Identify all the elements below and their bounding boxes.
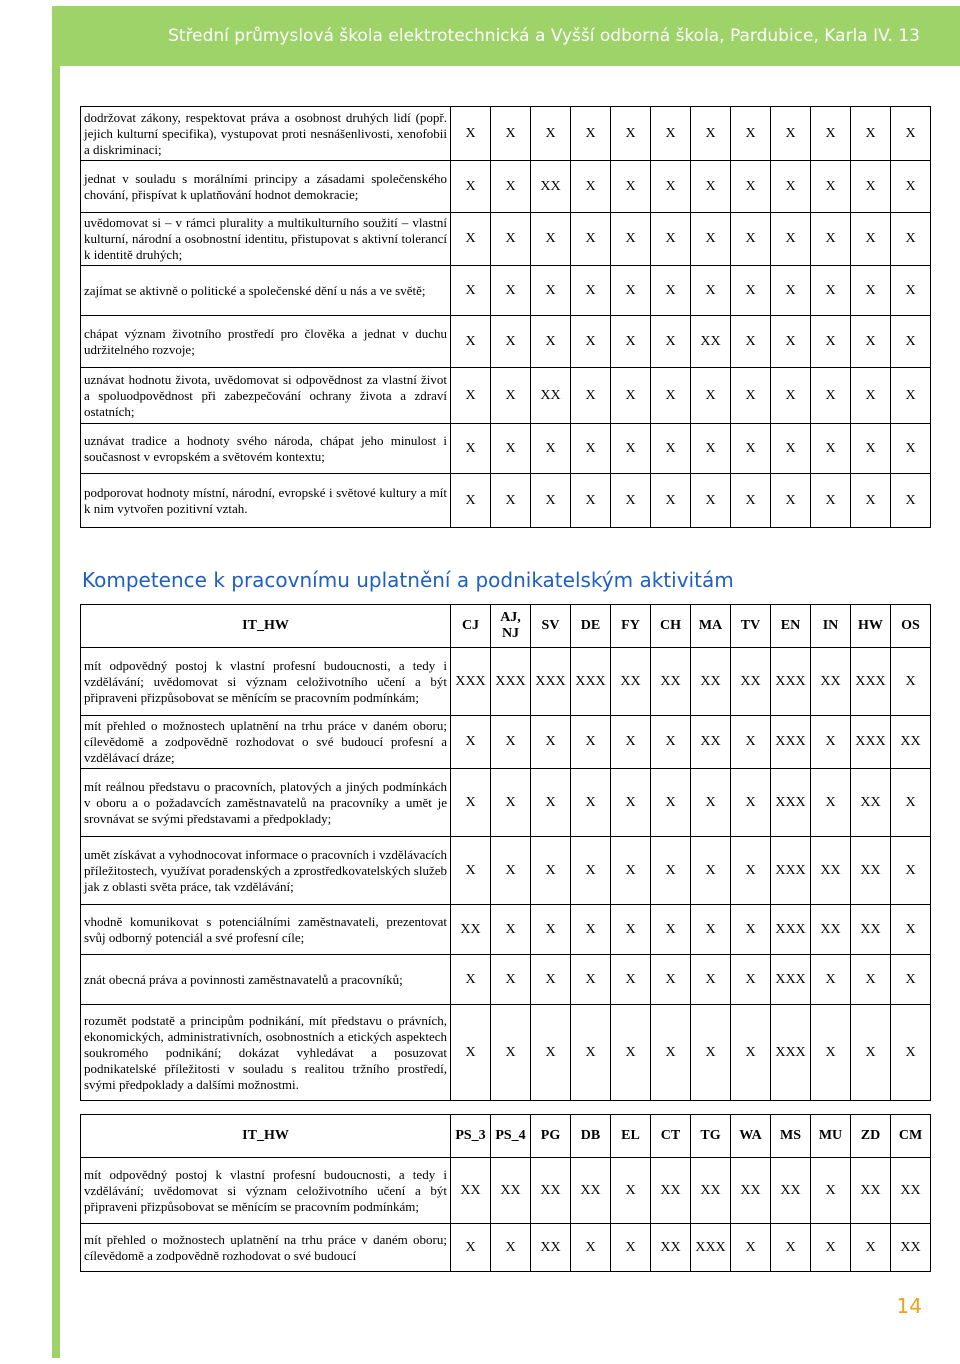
subject-mark: X: [851, 1224, 891, 1272]
subject-mark: XX: [651, 648, 691, 716]
competence-description: uznávat tradice a hodnoty svého národa, chápat jeho minulost i současnost v evropském a světovém kontextu;: [81, 424, 451, 474]
table-row: [81, 316, 931, 368]
subject-mark: X: [691, 837, 731, 905]
competence-description: zajímat se aktivně o politické a společenské dění u nás a ve světě;: [81, 266, 451, 316]
subject-mark: XXX: [531, 648, 571, 716]
subject-mark: XX: [531, 1224, 571, 1272]
column-header: TV: [731, 605, 771, 648]
column-header: ZD: [851, 1115, 891, 1158]
subject-mark: XX: [731, 648, 771, 716]
subject-mark: XX: [811, 837, 851, 905]
subject-mark: XX: [531, 1158, 571, 1224]
subject-mark: X: [811, 474, 851, 528]
subject-mark: X: [451, 424, 491, 474]
table-row: [81, 424, 931, 474]
subject-mark: X: [651, 368, 691, 424]
table-row: [81, 107, 931, 161]
table-row: [81, 1224, 931, 1272]
subject-mark: X: [771, 316, 811, 368]
subject-mark: X: [651, 316, 691, 368]
subject-mark: X: [771, 213, 811, 266]
subject-mark: X: [491, 368, 531, 424]
subject-mark: X: [891, 424, 931, 474]
column-header: PS_4: [491, 1115, 531, 1158]
subject-mark: XXX: [491, 648, 531, 716]
subject-mark: X: [611, 161, 651, 213]
subject-mark: X: [531, 837, 571, 905]
subject-mark: X: [891, 368, 931, 424]
column-header: SV: [531, 605, 571, 648]
competence-description: mít reálnou představu o pracovních, platových a jiných podmínkách v oboru a o požadavcích zaměstnavatelů na pracovníky a umět je srovnávat se svými představami a předpoklady;: [81, 769, 451, 837]
subject-mark: X: [451, 1005, 491, 1101]
subject-mark: X: [891, 474, 931, 528]
subject-mark: X: [891, 1005, 931, 1101]
subject-mark: XXX: [451, 648, 491, 716]
subject-mark: XX: [891, 716, 931, 769]
column-header: EL: [611, 1115, 651, 1158]
subject-mark: X: [811, 1005, 851, 1101]
subject-mark: XX: [531, 368, 571, 424]
subject-mark: X: [531, 769, 571, 837]
subject-mark: X: [451, 107, 491, 161]
subject-mark: X: [691, 905, 731, 955]
subject-mark: X: [691, 266, 731, 316]
section-title: Kompetence k pracovnímu uplatnění a podnikatelským aktivitám: [82, 568, 734, 592]
subject-mark: X: [811, 213, 851, 266]
subject-mark: X: [531, 424, 571, 474]
subject-mark: XX: [691, 716, 731, 769]
subject-mark: X: [731, 266, 771, 316]
subject-mark: X: [611, 424, 651, 474]
page-number: 14: [896, 1294, 922, 1318]
column-header: CJ: [451, 605, 491, 648]
table-header-row: [81, 605, 931, 648]
subject-mark: X: [611, 837, 651, 905]
subject-mark: X: [851, 368, 891, 424]
subject-mark: X: [851, 161, 891, 213]
subject-mark: XX: [851, 905, 891, 955]
subject-mark: X: [651, 266, 691, 316]
table-row: [81, 1005, 931, 1101]
subject-mark: X: [651, 424, 691, 474]
subject-mark: X: [571, 316, 611, 368]
column-header: CM: [891, 1115, 931, 1158]
subject-mark: XX: [891, 1224, 931, 1272]
column-header: MA: [691, 605, 731, 648]
competence-table-2: [80, 604, 931, 1101]
table-row: [81, 648, 931, 716]
competence-description: podporovat hodnoty místní, národní, evropské i světové kultury a mít k nim vytvořen pozitivní vztah.: [81, 474, 451, 528]
subject-mark: X: [571, 837, 611, 905]
subject-mark: X: [691, 213, 731, 266]
subject-mark: X: [811, 955, 851, 1005]
subject-mark: X: [531, 905, 571, 955]
subject-mark: X: [571, 905, 611, 955]
subject-mark: XX: [851, 769, 891, 837]
subject-mark: X: [491, 161, 531, 213]
subject-mark: XX: [691, 1158, 731, 1224]
subject-mark: X: [851, 955, 891, 1005]
subject-mark: X: [571, 161, 611, 213]
competence-description: mít odpovědný postoj k vlastní profesní budoucnosti, a tedy i vzdělávání; uvědomovat si význam celoživotního učení a být připraveni přizpůsobovat se měnícím se pracovním podmínkám;: [81, 1158, 451, 1224]
subject-mark: X: [531, 107, 571, 161]
subject-mark: X: [651, 107, 691, 161]
table-row: [81, 716, 931, 769]
subject-mark: X: [691, 161, 731, 213]
subject-mark: XX: [851, 837, 891, 905]
column-header: CH: [651, 605, 691, 648]
subject-mark: X: [851, 266, 891, 316]
subject-mark: XX: [811, 905, 851, 955]
column-header: AJ, NJ: [491, 605, 531, 648]
competence-description: mít přehled o možnostech uplatnění na trhu práce v daném oboru; cílevědomě a zodpovědně rozhodovat o své budoucí: [81, 1224, 451, 1272]
subject-mark: X: [731, 1005, 771, 1101]
subject-mark: X: [731, 316, 771, 368]
subject-mark: X: [451, 769, 491, 837]
column-header: WA: [731, 1115, 771, 1158]
competence-description: chápat význam životního prostředí pro člověka a jednat v duchu udržitelného rozvoje;: [81, 316, 451, 368]
column-header: DE: [571, 605, 611, 648]
subject-mark: XX: [571, 1158, 611, 1224]
subject-mark: X: [491, 716, 531, 769]
subject-mark: X: [531, 716, 571, 769]
subject-mark: X: [651, 213, 691, 266]
subject-mark: X: [771, 107, 811, 161]
subject-mark: XXX: [771, 905, 811, 955]
subject-mark: X: [891, 316, 931, 368]
subject-mark: XX: [891, 1158, 931, 1224]
column-header: OS: [891, 605, 931, 648]
subject-mark: X: [691, 769, 731, 837]
table-header-row: [81, 1115, 931, 1158]
competence-description: mít odpovědný postoj k vlastní profesní budoucnosti, a tedy i vzdělávání; uvědomovat si význam celoživotního učení a být připraveni přizpůsobovat se měnícím se pracovním podmínkám;: [81, 648, 451, 716]
table-row: [81, 837, 931, 905]
subject-mark: X: [891, 648, 931, 716]
subject-mark: X: [851, 424, 891, 474]
subject-mark: X: [571, 368, 611, 424]
subject-mark: XXX: [771, 716, 811, 769]
subject-mark: XX: [851, 1158, 891, 1224]
subject-mark: X: [731, 368, 771, 424]
subject-mark: X: [691, 107, 731, 161]
subject-mark: X: [811, 1224, 851, 1272]
subject-mark: X: [691, 474, 731, 528]
subject-mark: X: [611, 266, 651, 316]
subject-mark: X: [571, 769, 611, 837]
column-header: IT_HW: [81, 1115, 451, 1158]
subject-mark: XXX: [851, 648, 891, 716]
subject-mark: X: [451, 474, 491, 528]
subject-mark: X: [451, 161, 491, 213]
subject-mark: X: [611, 368, 651, 424]
subject-mark: XX: [691, 316, 731, 368]
subject-mark: X: [571, 213, 611, 266]
subject-mark: X: [491, 107, 531, 161]
column-header: TG: [691, 1115, 731, 1158]
subject-mark: XX: [651, 1224, 691, 1272]
subject-mark: X: [451, 716, 491, 769]
subject-mark: X: [531, 1005, 571, 1101]
subject-mark: X: [571, 716, 611, 769]
subject-mark: X: [851, 213, 891, 266]
competence-description: jednat v souladu s morálními principy a zásadami společenského chování, přispívat k uplatňování hodnot demokracie;: [81, 161, 451, 213]
subject-mark: X: [451, 368, 491, 424]
column-header: CT: [651, 1115, 691, 1158]
subject-mark: X: [491, 1005, 531, 1101]
subject-mark: X: [731, 161, 771, 213]
subject-mark: X: [691, 1005, 731, 1101]
subject-mark: X: [691, 424, 731, 474]
subject-mark: X: [771, 1224, 811, 1272]
subject-mark: XXX: [771, 1005, 811, 1101]
subject-mark: X: [491, 769, 531, 837]
subject-mark: X: [651, 837, 691, 905]
subject-mark: X: [891, 769, 931, 837]
table-row: [81, 955, 931, 1005]
subject-mark: X: [731, 474, 771, 528]
column-header: HW: [851, 605, 891, 648]
subject-mark: X: [491, 424, 531, 474]
subject-mark: X: [491, 837, 531, 905]
subject-mark: XX: [771, 1158, 811, 1224]
subject-mark: X: [651, 769, 691, 837]
subject-mark: X: [651, 905, 691, 955]
subject-mark: X: [731, 1224, 771, 1272]
subject-mark: XXX: [851, 716, 891, 769]
subject-mark: X: [571, 107, 611, 161]
subject-mark: X: [451, 837, 491, 905]
competence-description: mít přehled o možnostech uplatnění na trhu práce v daném oboru; cílevědomě a zodpovědně rozhodovat o své budoucí profesní a vzdělávací dráze;: [81, 716, 451, 769]
subject-mark: X: [731, 769, 771, 837]
subject-mark: X: [491, 316, 531, 368]
subject-mark: X: [771, 161, 811, 213]
page-header-title: Střední průmyslová škola elektrotechnická a Vyšší odborná škola, Pardubice, Karla IV. 13: [168, 26, 920, 46]
subject-mark: X: [651, 1005, 691, 1101]
subject-mark: X: [651, 716, 691, 769]
subject-mark: X: [851, 1005, 891, 1101]
column-header: IN: [811, 605, 851, 648]
competence-description: vhodně komunikovat s potenciálními zaměstnavateli, prezentovat svůj odborný potenciál a své profesní cíle;: [81, 905, 451, 955]
subject-mark: X: [531, 955, 571, 1005]
subject-mark: X: [811, 424, 851, 474]
table-row: [81, 161, 931, 213]
competence-description: znát obecná práva a povinnosti zaměstnavatelů a pracovníků;: [81, 955, 451, 1005]
subject-mark: XX: [451, 905, 491, 955]
table-row: [81, 769, 931, 837]
table-row: [81, 1158, 931, 1224]
subject-mark: XX: [651, 1158, 691, 1224]
subject-mark: X: [571, 266, 611, 316]
subject-mark: X: [811, 769, 851, 837]
subject-mark: X: [891, 107, 931, 161]
subject-mark: X: [451, 213, 491, 266]
subject-mark: X: [691, 955, 731, 1005]
subject-mark: XX: [691, 648, 731, 716]
subject-mark: X: [491, 266, 531, 316]
subject-mark: X: [531, 213, 571, 266]
subject-mark: XX: [491, 1158, 531, 1224]
subject-mark: X: [571, 1005, 611, 1101]
subject-mark: X: [611, 1158, 651, 1224]
subject-mark: X: [891, 905, 931, 955]
subject-mark: XXX: [691, 1224, 731, 1272]
subject-mark: X: [571, 424, 611, 474]
subject-mark: X: [731, 107, 771, 161]
subject-mark: X: [811, 107, 851, 161]
column-header: PG: [531, 1115, 571, 1158]
subject-mark: X: [771, 368, 811, 424]
competence-description: umět získávat a vyhodnocovat informace o pracovních i vzdělávacích příležitostech, využívat poradenských a zprostředkovatelských služeb jak z oblasti světa práce, tak vzdělávání;: [81, 837, 451, 905]
subject-mark: XXX: [571, 648, 611, 716]
subject-mark: X: [611, 213, 651, 266]
subject-mark: XX: [611, 648, 651, 716]
subject-mark: X: [651, 161, 691, 213]
subject-mark: X: [731, 837, 771, 905]
subject-mark: X: [731, 213, 771, 266]
table-row: [81, 213, 931, 266]
column-header: DB: [571, 1115, 611, 1158]
subject-mark: X: [451, 316, 491, 368]
competence-description: rozumět podstatě a principům podnikání, mít představu o právních, ekonomických, administrativních, osobnostních a etických aspektech soukromého podnikání; dokázat vyhledávat a posuzovat podnikatelské příležitosti v souladu s realitou tržního prostředí, svými předpoklady a dalšími možnostmi.: [81, 1005, 451, 1101]
table-row: [81, 905, 931, 955]
subject-mark: X: [611, 769, 651, 837]
competence-description: uvědomovat si – v rámci plurality a multikulturního soužití – vlastní kulturní, národní a osobnostní identitu, přistupovat s aktivní tolerancí k identitě druhých;: [81, 213, 451, 266]
subject-mark: X: [571, 1224, 611, 1272]
subject-mark: X: [731, 955, 771, 1005]
subject-mark: X: [851, 474, 891, 528]
subject-mark: X: [451, 266, 491, 316]
column-header: MU: [811, 1115, 851, 1158]
table-row: [81, 266, 931, 316]
column-header: IT_HW: [81, 605, 451, 648]
subject-mark: XX: [531, 161, 571, 213]
subject-mark: X: [691, 368, 731, 424]
subject-mark: X: [611, 107, 651, 161]
competence-description: dodržovat zákony, respektovat práva a osobnost druhých lidí (popř. jejich kulturní specifika), vystupovat proti nesnášenlivosti, xenofobii a diskriminaci;: [81, 107, 451, 161]
subject-mark: X: [811, 161, 851, 213]
subject-mark: X: [611, 474, 651, 528]
subject-mark: X: [811, 1158, 851, 1224]
subject-mark: X: [891, 266, 931, 316]
subject-mark: X: [611, 1005, 651, 1101]
subject-mark: X: [811, 716, 851, 769]
subject-mark: X: [611, 955, 651, 1005]
subject-mark: X: [491, 474, 531, 528]
subject-mark: XXX: [771, 769, 811, 837]
subject-mark: X: [531, 474, 571, 528]
subject-mark: X: [531, 266, 571, 316]
competence-table-1: [80, 106, 931, 528]
subject-mark: X: [891, 161, 931, 213]
subject-mark: XXX: [771, 648, 811, 716]
subject-mark: X: [611, 716, 651, 769]
column-header: PS_3: [451, 1115, 491, 1158]
subject-mark: X: [651, 474, 691, 528]
subject-mark: X: [811, 266, 851, 316]
table-row: [81, 474, 931, 528]
subject-mark: XX: [451, 1158, 491, 1224]
subject-mark: X: [731, 424, 771, 474]
subject-mark: X: [491, 213, 531, 266]
subject-mark: X: [651, 955, 691, 1005]
subject-mark: X: [891, 837, 931, 905]
subject-mark: XX: [811, 648, 851, 716]
column-header: FY: [611, 605, 651, 648]
subject-mark: X: [491, 905, 531, 955]
subject-mark: X: [491, 1224, 531, 1272]
subject-mark: X: [611, 1224, 651, 1272]
subject-mark: XXX: [771, 837, 811, 905]
subject-mark: X: [531, 316, 571, 368]
subject-mark: X: [611, 316, 651, 368]
subject-mark: X: [851, 316, 891, 368]
subject-mark: X: [811, 316, 851, 368]
subject-mark: XXX: [771, 955, 811, 1005]
column-header: MS: [771, 1115, 811, 1158]
subject-mark: X: [891, 955, 931, 1005]
subject-mark: X: [811, 368, 851, 424]
subject-mark: X: [851, 107, 891, 161]
subject-mark: X: [451, 955, 491, 1005]
subject-mark: X: [571, 474, 611, 528]
competence-table-3: [80, 1114, 931, 1272]
subject-mark: X: [451, 1224, 491, 1272]
table-row: [81, 368, 931, 424]
subject-mark: X: [771, 424, 811, 474]
column-header: EN: [771, 605, 811, 648]
competence-description: uznávat hodnotu života, uvědomovat si odpovědnost za vlastní život a spoluodpovědnost při zabezpečování ochrany života a zdraví ostatních;: [81, 368, 451, 424]
subject-mark: X: [731, 905, 771, 955]
subject-mark: X: [731, 716, 771, 769]
subject-mark: X: [771, 474, 811, 528]
subject-mark: X: [571, 955, 611, 1005]
subject-mark: X: [491, 955, 531, 1005]
subject-mark: X: [891, 213, 931, 266]
subject-mark: X: [771, 266, 811, 316]
subject-mark: X: [611, 905, 651, 955]
subject-mark: XX: [731, 1158, 771, 1224]
